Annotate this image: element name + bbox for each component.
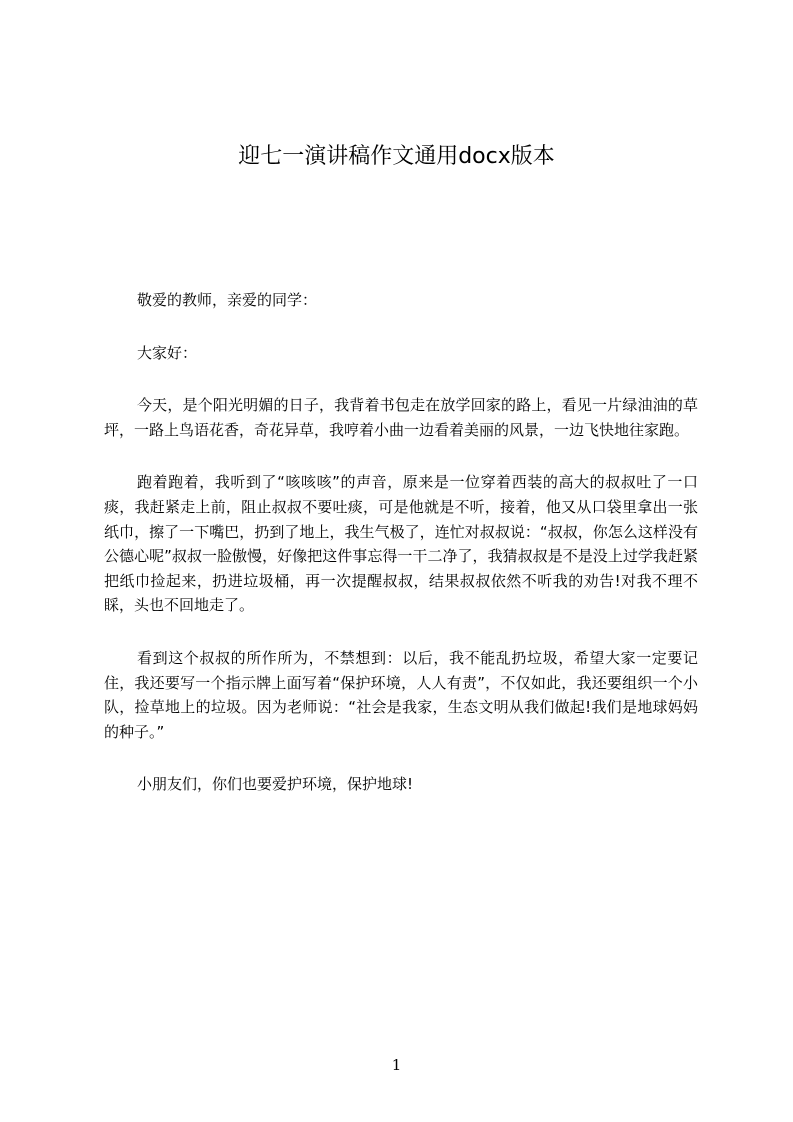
paragraph-greeting: 敬爱的教师，亲爱的同学： xyxy=(137,291,318,309)
paragraph-uncle-spitting: 跑着跑着，我听到了“咳咳咳”的声音，原来是一位穿着西装的高大的叔叔吐了一口痰，我赶紧走上前，阻止叔叔不要吐痰，可是他就是不听，接着，他又从口袋里拿出一张纸巾，擦了一下嘴巴，扔到了地上，我生气极了，连忙对叔叔说：“叔叔，你怎么这样没有公德心呢”叔叔一脸傲慢，好像把这件事忘得一干二净了，我猜叔叔是不是没上过学我赶紧把纸巾捡起来，扔进垃圾桶，再一次提醒叔叔，结果叔叔依然不听我的劝告!对我不理不睬，头也不回地走了。 xyxy=(104,473,698,615)
document-body xyxy=(104,288,698,825)
paragraph-hello: 大家好： xyxy=(137,343,198,362)
paragraph-reflection: 看到这个叔叔的所作所为，不禁想到：以后，我不能乱扔垃圾，希望大家一定要记住，我还要写一个指示牌上面写着“保护环境，人人有责”，不仅如此，我还要组织一个小队，捡草地上的垃圾。因为老师说：“社会是我家，生态文明从我们做起!我们是地球妈妈的种子。” xyxy=(104,648,698,741)
document-title: 迎七一演讲稿作文通用docx版本 xyxy=(238,144,555,169)
paragraph-walking-home: 今天，是个阳光明媚的日子，我背着书包走在放学回家的路上，看见一片绿油油的草坪，一路上鸟语花香，奇花异草，我哼着小曲一边看着美丽的风景，一边飞快地往家跑。 xyxy=(104,396,698,439)
paragraph-closing: 小朋友们，你们也要爱护环境，保护地球! xyxy=(137,775,414,794)
page-number: 1 xyxy=(391,1056,402,1074)
